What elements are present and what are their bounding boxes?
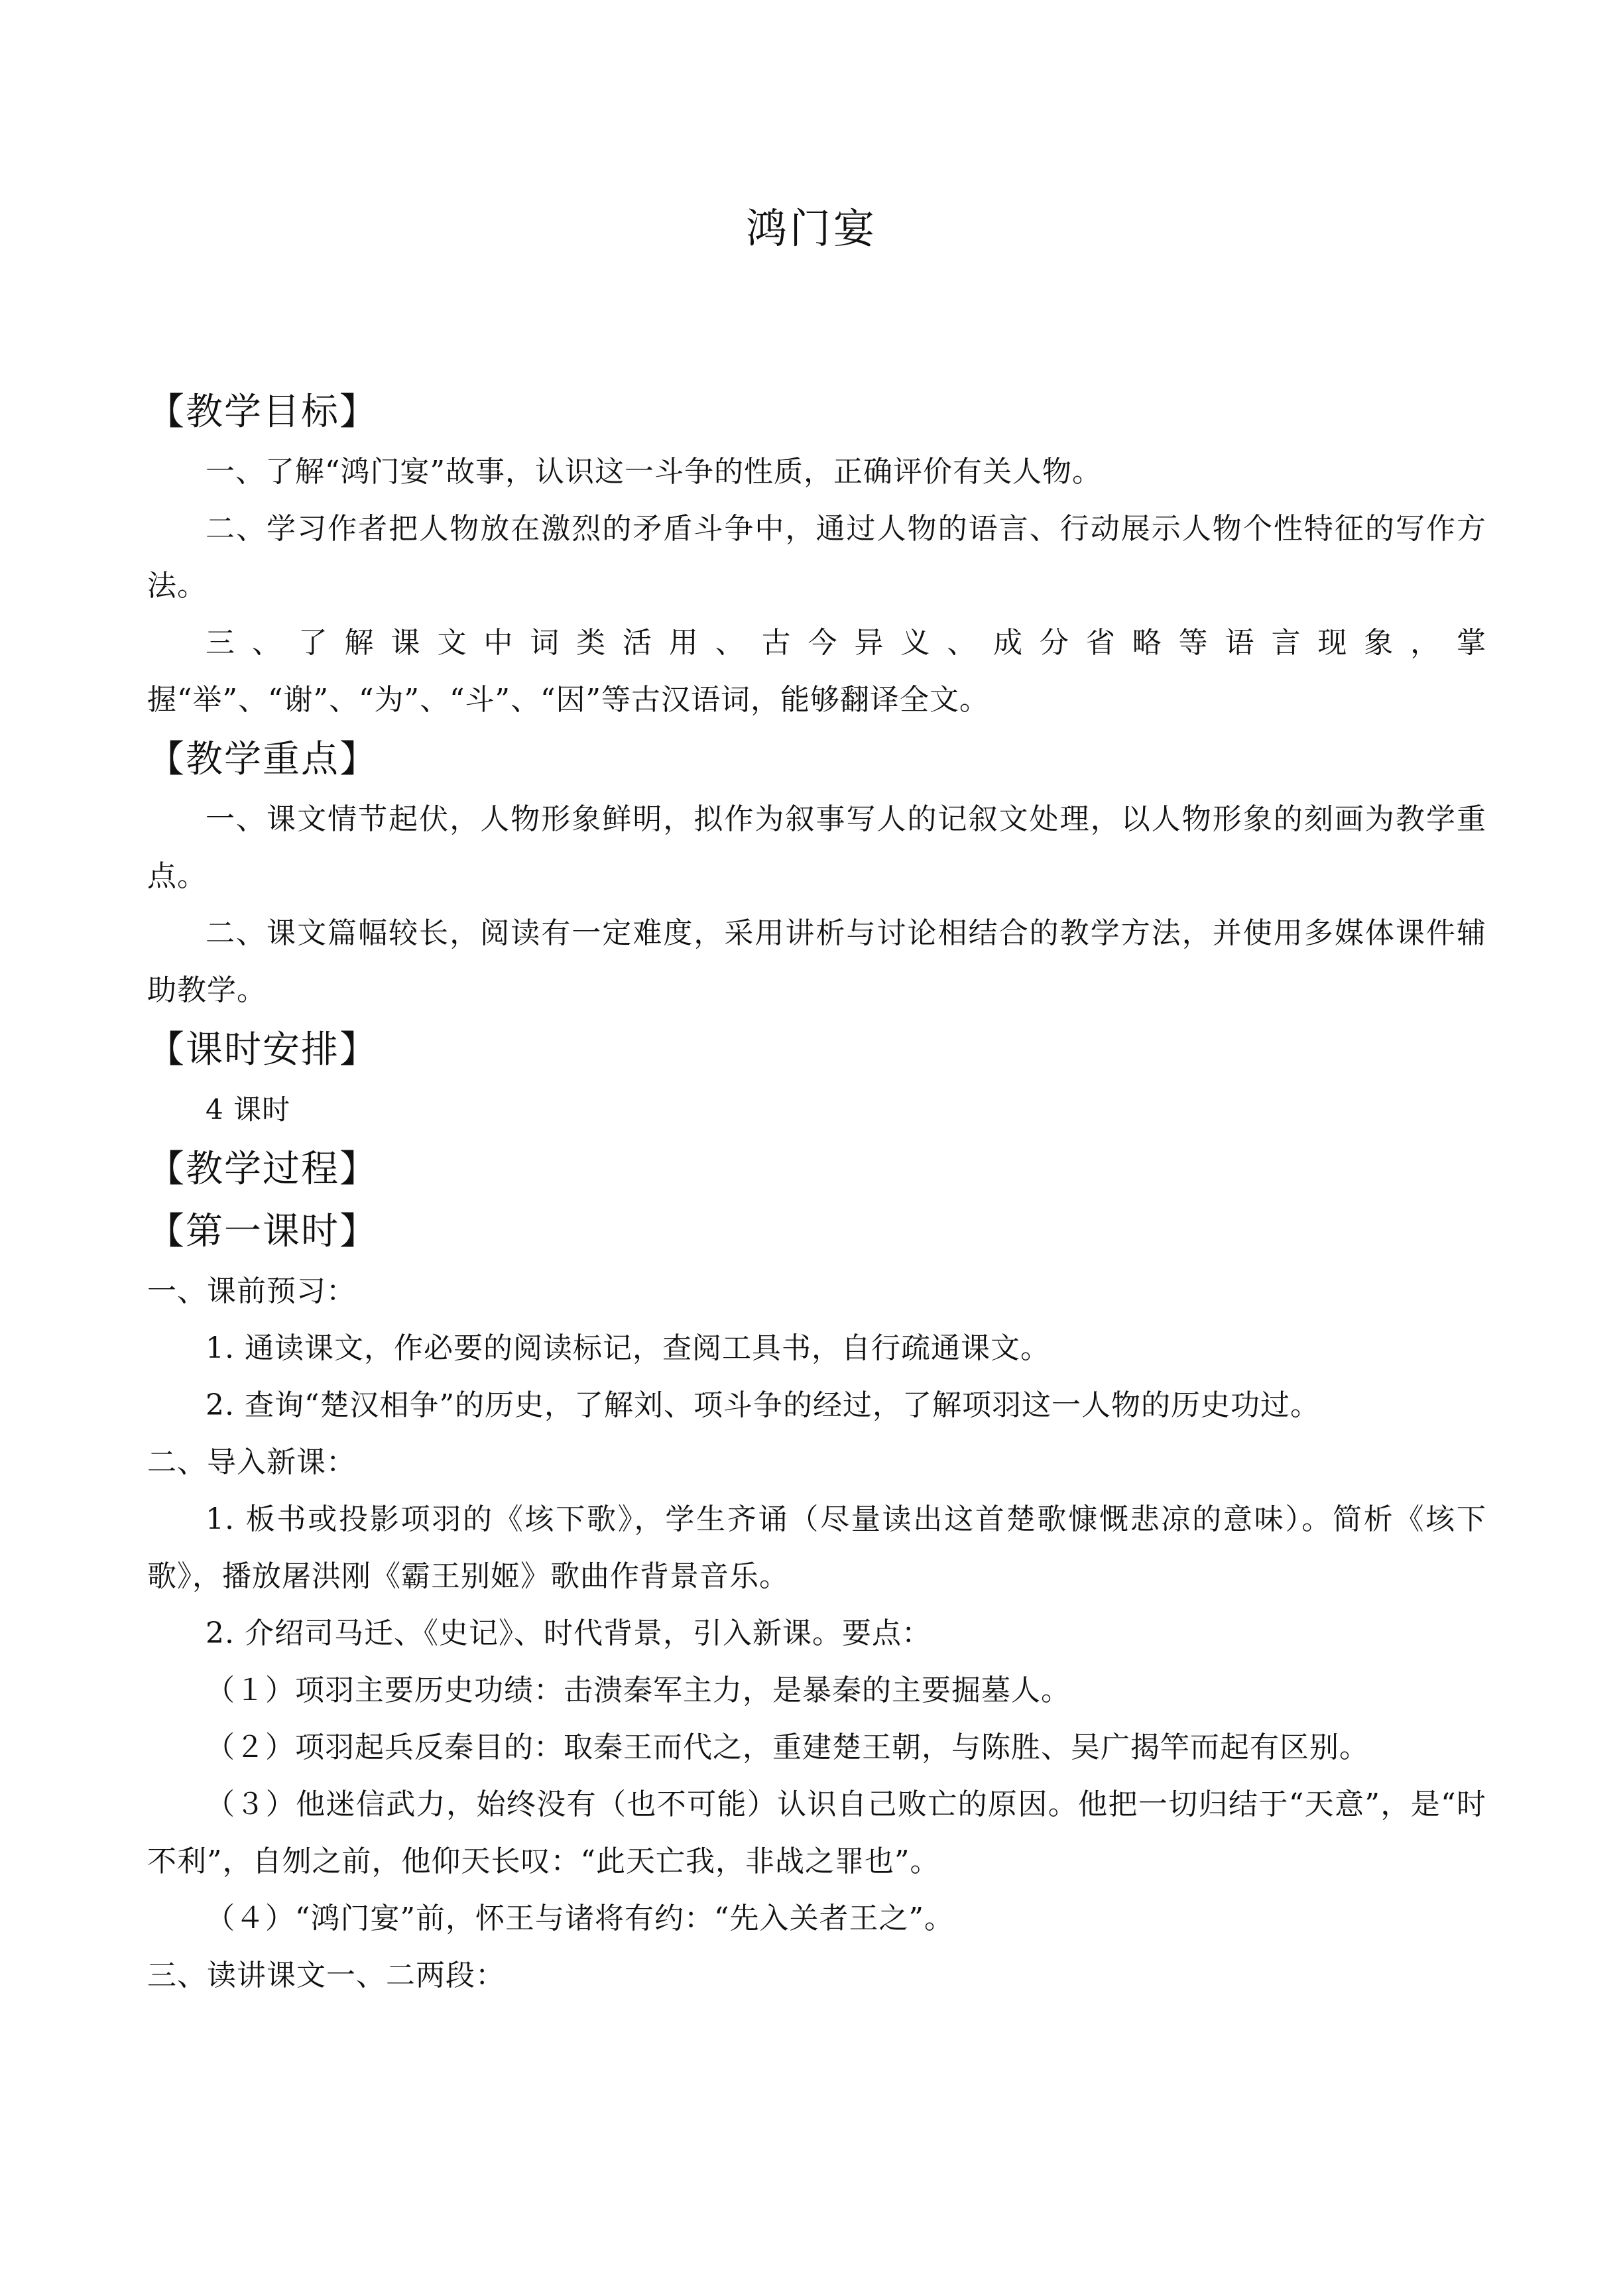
part2-point-1: （１）项羽主要历史功绩：击溃秦军主力，是暴秦的主要掘墓人。 <box>206 1673 1071 1707</box>
objective-item-3: 三、了解课文中词类活用、古今异义、成分省略等语言现象，掌握“举”、“谢”、“为”、“斗”、“因”等古汉语词，能够翻译全文。 <box>147 626 1486 717</box>
objective-item-2: 二、学习作者把人物放在激烈的矛盾斗争中，通过人物的语言、行动展示人物个性特征的写作方法。 <box>147 512 1486 603</box>
heading-first-lesson: 【第一课时】 <box>147 1210 378 1253</box>
part2-point-4: （４）“鸿门宴”前，怀王与诸将有约：“先入关者王之”。 <box>206 1902 954 1935</box>
part2-point-2: （２）项羽起兵反秦目的：取秦王而代之，重建楚王朝，与陈胜、吴广揭竿而起有区别。 <box>206 1730 1369 1764</box>
part2-point-3: （３）他迷信武力，始终没有（也不可能）认识自己败亡的原因。他把一切归结于“天意”，是“时不利”，自刎之前，他仰天长叹：“此天亡我，非战之罪也”。 <box>147 1787 1486 1878</box>
part3-title: 三、读讲课文一、二两段： <box>147 1959 505 1992</box>
document-body <box>147 381 1486 2004</box>
heading-schedule: 【课时安排】 <box>147 1028 378 1071</box>
page-title: 鸿门宴 <box>745 204 877 253</box>
part2-item-2: 2. 介绍司马迁、《史记》、时代背景，引入新课。要点： <box>206 1616 932 1650</box>
part1-title: 一、课前预习： <box>147 1274 356 1308</box>
part1-item-1: 1. 通读课文，作必要的阅读标记，查阅工具书，自行疏通课文。 <box>206 1331 1050 1365</box>
heading-process: 【教学过程】 <box>147 1148 378 1191</box>
part1-item-2: 2. 查询“楚汉相争”的历史，了解刘、项斗争的经过，了解项羽这一人物的历史功过。 <box>206 1388 1320 1422</box>
key-point-item-2: 二、课文篇幅较长，阅读有一定难度，采用讲析与讨论相结合的教学方法，并使用多媒体课件辅助教学。 <box>147 916 1486 1007</box>
part2-item-1: 1. 板书或投影项羽的《垓下歌》，学生齐诵（尽量读出这首楚歌慷慨悲凉的意味）。简析《垓下歌》，播放屠洪刚《霸王别姬》歌曲作背景音乐。 <box>147 1502 1486 1593</box>
schedule-hours: 4 课时 <box>206 1093 291 1126</box>
part2-title: 二、导入新课： <box>147 1445 356 1479</box>
heading-key-points: 【教学重点】 <box>147 738 378 781</box>
heading-objectives: 【教学目标】 <box>147 391 378 434</box>
key-point-item-1: 一、课文情节起伏，人物形象鲜明，拟作为叙事写人的记叙文处理，以人物形象的刻画为教学重点。 <box>147 802 1486 893</box>
objective-item-1: 一、了解“鸿门宴”故事，认识这一斗争的性质，正确评价有关人物。 <box>206 455 1102 489</box>
